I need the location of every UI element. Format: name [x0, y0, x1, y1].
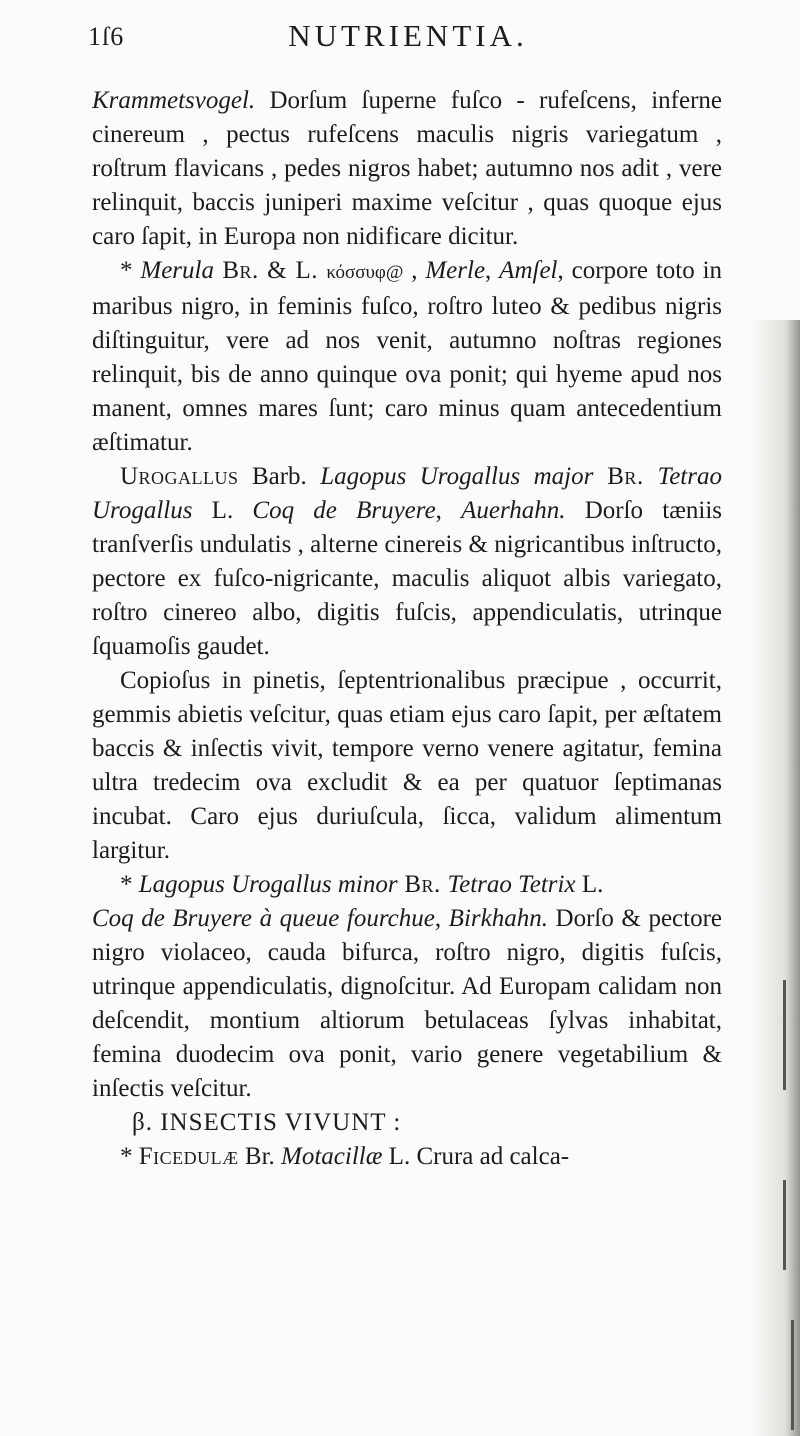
paragraph-copiosus — [92, 664, 722, 868]
page-number: 1ſ6 — [88, 22, 125, 51]
latin-synonym: Lagopus Urogallus major — [320, 463, 594, 490]
authority: Br. — [593, 463, 658, 490]
entry-text: Copioſus in pinetis, ſeptentrionalibus præcipue , occurrit, gemmis abietis veſcitur, quas etiam ejus caro ſapit, per æſtatem baccis & inſectis vivit, tempore verno venere agitatur, femina ultra tredecim ova excludit & ea per quatuor ſeptimanas incubat. Caro ejus duriuſcula, ſicca, validum alimentum largitur. — [92, 667, 722, 864]
french-name: Merle — [425, 257, 486, 284]
body-text — [92, 84, 722, 1174]
running-head: NUTRIENTIA. — [288, 18, 528, 53]
page-edge-line — [791, 1320, 794, 1430]
page-edge-line — [783, 980, 786, 1090]
german-name: Amſel — [499, 257, 558, 284]
entry-text: Dorſo tæniis tranſverſis undulatis , alterne cinereis & nigricantibus inſtructo, pectore ex fuſco-nigricante, maculis aliquot albis variegato, roſtro cinereo albo, digitis fuſcis, appendiculatis, utrinque ſquamoſis gaudet. — [92, 497, 722, 660]
german-name: Birkhahn. — [448, 905, 548, 932]
species-name: Merula — [140, 257, 214, 284]
page-edge-shadow — [752, 320, 800, 1436]
french-name: Coq de Bruyere à queue fourchue — [92, 905, 435, 932]
linnaean-name: Tetrao Urogallus — [92, 463, 722, 524]
french-name: Coq de Bruyere — [252, 497, 436, 524]
linnaean-name: Motacillæ — [281, 1143, 383, 1170]
species-name: Krammetsvogel. — [92, 87, 256, 114]
entry-text: Dorſum ſuperne fuſco - rufeſcens, inferne cinereum , pectus rufeſcens maculis nigris variegatum , roſtrum flavicans , pedes nigros habet; autumno nos adit , vere relinquit, baccis juniperi maxime veſcitur , quas quoque ejus caro ſapit, in Europa non nidificare dicitur. — [92, 87, 722, 250]
authority: Br. & L. — [213, 257, 327, 284]
linnaean-name: Tetrao Tetrix — [447, 871, 576, 898]
entry-text: , corpore toto in maribus nigro, in feminis fuſco, roſtro luteo & pedibus nigris diſtinguitur, vere ad nos venit, autumno noſtras regiones relinquit, bis de anno quinque ova ponit; qui hyeme apud nos manent, omnes mares ſunt; caro minus quam antecedentium æſtimatur. — [92, 257, 723, 456]
authority: L. — [192, 497, 253, 524]
entry-merula: * Merula Br. & L. κόσσυφ@ , Merle, Amſel, corpore toto in maribus nigro, in feminis fuſco, roſtro luteo & pedibus nigris diſtinguitur, vere ad nos venit, autumno noſtras regiones relinquit, bis de anno quinque ova ponit; qui hyeme apud nos manent, omnes mares ſunt; caro minus quam antecedentium æſtimatur. — [92, 257, 723, 456]
page-header — [88, 18, 728, 58]
entry-text: Dorſo & pectore nigro violaceo, cauda bifurca, roſtro nigro, digitis fuſcis, utrinque appendiculatis, dignoſcitur. Ad Europam calidam non deſcendit, montium altiorum betulaceas ſylvas inhabitat, femina duodecim ova ponit, vario genere vegetabilium & inſectis veſcitur. — [92, 905, 723, 1102]
asterisk-mark: * — [120, 1143, 139, 1170]
german-name: Auerhahn. — [461, 497, 566, 524]
entry-krammetsvogel — [92, 84, 722, 254]
entry-text: L. Crura ad calca- — [382, 1143, 570, 1170]
entry-ficedulae — [92, 1140, 722, 1174]
entry-urogallus: Urogallus Barb. Lagopus Urogallus major Br. Tetrao Urogallus L. Coq de Bruyere, Auerhahn. Dorſo tæniis tranſverſis undulatis , alterne cinereis & nigricantibus inſtructo, pectore ex fuſco-nigricante, maculis aliquot albis variegato, roſtro cinereo albo, digitis fuſcis, appendiculatis, utrinque ſquamoſis gaudet. — [92, 463, 722, 660]
asterisk-mark: * — [120, 871, 139, 898]
authority: Br. — [397, 871, 448, 898]
species-name: Ficedulæ — [138, 1143, 239, 1170]
species-name: Urogallus — [120, 463, 239, 490]
greek-name: κόσσυφ@ — [326, 262, 404, 283]
page-edge-line — [783, 1180, 786, 1270]
authority: L. — [575, 871, 604, 898]
entry-lagopus-minor: * Lagopus Urogallus minor Br. Tetrao Tetrix L. Coq de Bruyere à queue fourchue, Birkhahn. Dorſo & pectore nigro violaceo, cauda bifurca, roſtro nigro, digitis fuſcis, utrinque appendiculatis, dignoſcitur. Ad Europam calidam non deſcendit, montium altiorum betulaceas ſylvas inhabitat, femina duodecim ova ponit, vario genere vegetabilium & inſectis veſcitur. — [92, 871, 723, 1102]
authority: Barb. — [238, 463, 321, 490]
authority: Br. — [238, 1143, 282, 1170]
species-name: Lagopus Urogallus minor — [138, 871, 398, 898]
section-heading: β. INSECTIS VIVUNT : — [132, 1109, 402, 1136]
asterisk-mark: * — [120, 257, 141, 284]
